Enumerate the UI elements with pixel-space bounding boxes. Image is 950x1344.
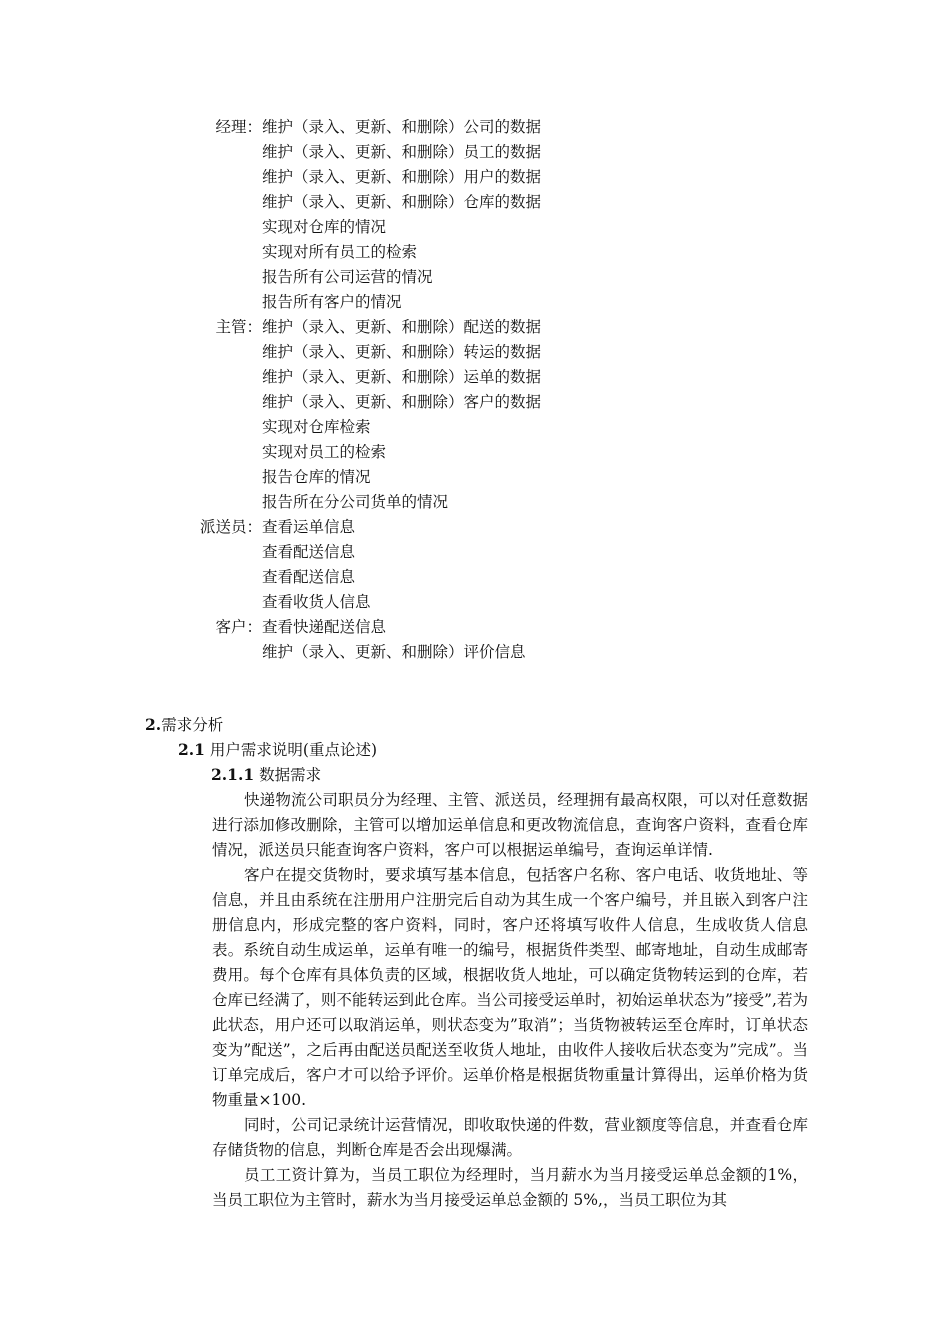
paragraph: 员工工资计算为，当员工职位为经理时，当月薪水为当月接受运单总金额的1%，当员工职位为主管时，薪水为当月接受运单总金额的 5%,，当员工职位为其: [212, 1166, 808, 1209]
role-label-customer: 客户：: [215, 618, 262, 636]
role-permission-list: [150, 115, 850, 665]
role-line: [150, 240, 850, 265]
role-line: [150, 315, 850, 340]
role-line: [150, 340, 850, 365]
role-line: [150, 290, 850, 315]
role-item: 查看配送信息: [262, 543, 356, 561]
role-item: 维护（录入、更新、和删除）客户的数据: [262, 393, 542, 411]
role-item: 维护（录入、更新、和删除）仓库的数据: [262, 193, 542, 211]
role-item: 报告所有公司运营的情况: [262, 268, 433, 286]
role-line: [150, 415, 850, 440]
role-item: 维护（录入、更新、和删除）用户的数据: [262, 168, 542, 186]
role-item: 查看快递配送信息: [262, 618, 387, 636]
role-item: 维护（录入、更新、和删除）配送的数据: [262, 318, 542, 336]
role-line: [150, 190, 850, 215]
role-item: 实现对仓库的情况: [262, 218, 387, 236]
role-item: 维护（录入、更新、和删除）运单的数据: [262, 368, 542, 386]
role-item: 维护（录入、更新、和删除）员工的数据: [262, 143, 542, 161]
role-line: [150, 565, 850, 590]
role-item: 实现对仓库检索: [262, 418, 371, 436]
paragraph: 客户在提交货物时，要求填写基本信息，包括客户名称、客户电话、收货地址、等信息，并且由系统在注册用户注册完后自动为其生成一个客户编号，并且嵌入到客户注册信息内，形成完整的客户资料，同时，客户还将填写收件人信息，生成收货人信息表。系统自动生成运单，运单有唯一的编号，根据货件类型、邮寄地址，自动生成邮寄费用。每个仓库有具体负责的区域，根据收货人地址，可以确定货物转运到的仓库，若仓库已经满了，则不能转运到此仓库。当公司接受运单时，初始运单状态为”接受”,若为此状态，用户还可以取消运单，则状态变为”取消”；当货物被转运至仓库时，订单状态变为”配送”，之后再由配送员配送至收货人地址，由收件人接收后状态变为”完成”。当订单完成后，客户才可以给予评价。运单价格是根据货物重量计算得出，运单价格为货物重量×100.: [212, 866, 808, 1109]
subsection-title: 用户需求说明(重点论述): [204, 741, 377, 759]
body-text: [212, 788, 808, 1213]
section-number: 2.: [145, 715, 162, 734]
subsection-heading: [145, 737, 825, 762]
role-line: [150, 165, 850, 190]
role-item: 实现对所有员工的检索: [262, 243, 418, 261]
role-item: 查看收货人信息: [262, 593, 371, 611]
role-line: [150, 115, 850, 140]
role-line: [150, 615, 850, 640]
role-line: [150, 515, 850, 540]
section-heading: [145, 712, 825, 737]
role-label-courier: 派送员：: [199, 518, 262, 536]
role-line: [150, 440, 850, 465]
paragraph: 同时，公司记录统计运营情况，即收取快递的件数，营业额度等信息，并查看仓库存储货物的信息，判断仓库是否会出现爆满。: [212, 1116, 808, 1159]
role-item: 维护（录入、更新、和删除）评价信息: [262, 643, 526, 661]
role-line: [150, 490, 850, 515]
subsubsection-heading: [145, 762, 825, 787]
role-line: [150, 365, 850, 390]
subsubsection-title: 数据需求: [254, 766, 322, 784]
role-line: [150, 465, 850, 490]
subsection-number: 2.1: [178, 740, 205, 759]
role-item: 报告所在分公司货单的情况: [262, 493, 449, 511]
role-item: 查看配送信息: [262, 568, 356, 586]
role-item: 报告仓库的情况: [262, 468, 371, 486]
role-line: [150, 590, 850, 615]
role-line: [150, 540, 850, 565]
paragraph: 快递物流公司职员分为经理、主管、派送员，经理拥有最高权限，可以对任意数据进行添加修改删除，主管可以增加运单信息和更改物流信息，查询客户资料，查看仓库情况，派送员只能查询客户资料，客户可以根据运单编号，查询运单详情.: [212, 791, 808, 859]
role-item: 维护（录入、更新、和删除）转运的数据: [262, 343, 542, 361]
role-item: 维护（录入、更新、和删除）公司的数据: [262, 118, 542, 136]
role-label-supervisor: 主管：: [215, 318, 262, 336]
role-line: [150, 265, 850, 290]
section-title: 需求分析: [161, 716, 224, 734]
role-line: [150, 215, 850, 240]
role-item: 实现对员工的检索: [262, 443, 387, 461]
subsubsection-number: 2.1.1: [211, 765, 255, 784]
role-line: [150, 140, 850, 165]
role-item: 报告所有客户的情况: [262, 293, 402, 311]
role-line: [150, 640, 850, 665]
role-label-manager: 经理：: [215, 118, 262, 136]
section-requirements: [145, 712, 825, 787]
role-item: 查看运单信息: [262, 518, 356, 536]
role-line: [150, 390, 850, 415]
